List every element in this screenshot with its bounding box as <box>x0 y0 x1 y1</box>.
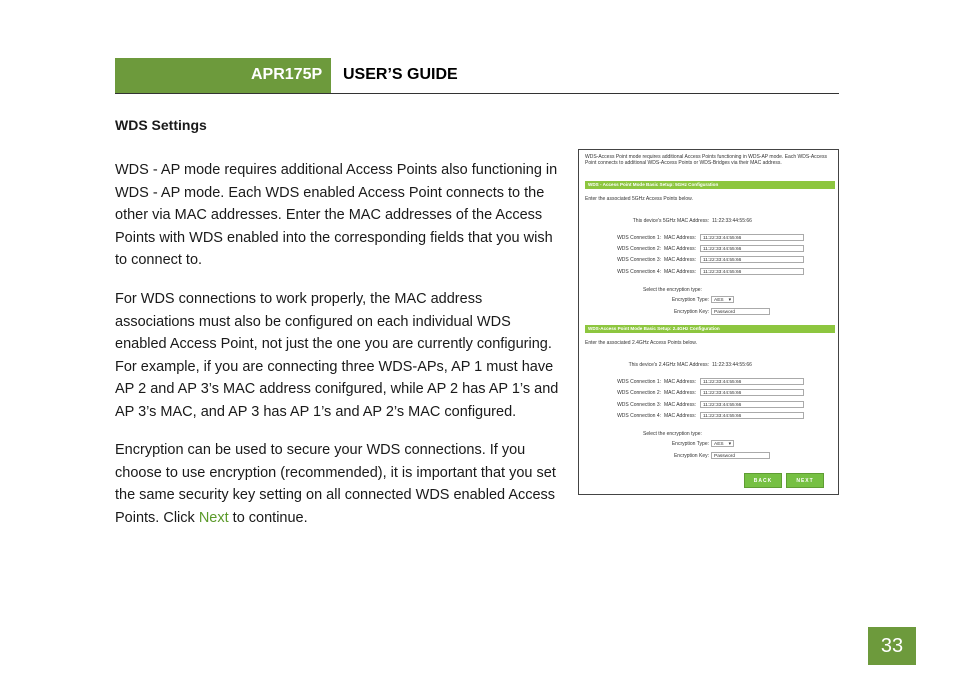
dropdown-arrow-icon: ▾ <box>728 298 731 303</box>
band24-conn3-label: WDS Connection 3: <box>617 402 661 408</box>
wds-settings-screenshot <box>578 149 839 495</box>
paragraph-encryption <box>115 439 565 529</box>
band24-enc-type-select[interactable] <box>711 440 734 447</box>
band5-device-mac-label: This device's 5GHz MAC Address: <box>632 218 709 224</box>
band5-conn2-mac-input[interactable]: 11:22:33:44:55:66 <box>700 245 804 252</box>
band24-enter-text: Enter the associated 2.4GHz Access Points below. <box>585 340 698 346</box>
paragraph-encryption-text: Encryption can be used to secure your WDS connections. If you choose to use encryption (recommended), it is important that you set the same security key setting on all connected WDS enabled Access Points. Click <box>115 442 556 526</box>
header-title: USER’S GUIDE <box>343 66 458 83</box>
band24-conn2-label: WDS Connection 2: <box>617 390 661 396</box>
band5-enc-type-label: Encryption Type: <box>671 297 709 303</box>
band24-conn1-mac-input[interactable]: 11:22:33:44:55:66 <box>700 378 804 385</box>
band5-conn3-mac-input[interactable]: 11:22:33:44:55:66 <box>700 256 804 263</box>
band24-conn2-mac-input[interactable]: 11:22:33:44:55:66 <box>700 389 804 396</box>
band5-conn2-mac-label: MAC Address: <box>664 246 696 252</box>
band5-conn1-mac-input[interactable]: 11:22:33:44:55:66 <box>700 234 804 241</box>
band24-conn1-mac-label: MAC Address: <box>664 379 696 385</box>
band5-conn3-label: WDS Connection 3: <box>617 257 661 263</box>
band24-conn4-mac-input[interactable]: 11:22:33:44:55:66 <box>700 412 804 419</box>
back-button[interactable]: BACK <box>744 473 782 488</box>
band5-conn2-label: WDS Connection 2: <box>617 246 661 252</box>
band24-device-mac-value: 11:22:33:44:55:66 <box>712 362 752 368</box>
paragraph-wds-ap-mode: WDS - AP mode requires additional Access Points also functioning in WDS - AP mode. Each WDS enabled Access Point connects to the other via MAC addresses. Enter the MAC addresses of the Access Points with WDS enabled into the corresponding fields that you wish to connect to. <box>115 162 558 268</box>
band5-device-mac-value: 11:22:33:44:55:66 <box>712 218 752 224</box>
band24-enc-type-label: Encryption Type: <box>671 441 709 447</box>
band5-select-encryption: Select the encryption type: <box>643 287 702 293</box>
band5-enc-type-value: AES <box>714 298 724 303</box>
paragraph-mac-associations: For WDS connections to work properly, the MAC address associations must also be configured on each individual WDS enabled Access Point, not just the one you are currently configuring. For example, if you are connecting three WDS-APs, AP 1 must have AP 2 and AP 3’s MAC address conifgured, while AP 2 has AP 1’s and AP 3’s MAC, and AP 3 has AP 1’s and AP 2’s MAC configured. <box>115 291 559 420</box>
band24-conn4-label: WDS Connection 4: <box>617 413 661 419</box>
dropdown-arrow-icon: ▾ <box>728 442 731 447</box>
band24-enc-type-value: AES <box>714 442 724 447</box>
band5-conn4-mac-label: MAC Address: <box>664 269 696 275</box>
band24-conn3-mac-input[interactable]: 11:22:33:44:55:66 <box>700 401 804 408</box>
band5-enc-key-input[interactable]: Password <box>711 308 770 315</box>
screenshot-intro: WDS-Access Point mode requires additional Access Points functioning in WDS-AP mode. Each WDS-Access Point connects to additional WDS-Access Points or WDS-Bridges via their MAC address. <box>585 154 827 166</box>
band5-conn3-mac-label: MAC Address: <box>664 257 696 263</box>
header-rule <box>115 93 839 94</box>
band24-conn3-mac-label: MAC Address: <box>664 402 696 408</box>
section-title: WDS Settings <box>115 117 207 133</box>
band5-enc-type-select[interactable] <box>711 296 734 303</box>
band24-conn4-mac-label: MAC Address: <box>664 413 696 419</box>
header-model: APR175P <box>251 66 323 83</box>
band24-enc-key-input[interactable]: Password <box>711 452 770 459</box>
band5-enc-key-label: Encryption Key: <box>673 309 709 315</box>
band5-enter-text: Enter the associated 5GHz Access Points below. <box>585 196 693 202</box>
page-number: 33 <box>868 627 916 665</box>
band5-conn1-label: WDS Connection 1: <box>617 235 661 241</box>
band24-conn1-label: WDS Connection 1: <box>617 379 661 385</box>
next-link-text: Next <box>198 509 229 526</box>
band24-device-mac-label: This device's 2.4GHz MAC Address: <box>628 362 709 368</box>
band24-conn2-mac-label: MAC Address: <box>664 390 696 396</box>
band5-conn1-mac-label: MAC Address: <box>664 235 696 241</box>
band24-header-bar <box>585 325 835 333</box>
band5-conn4-label: WDS Connection 4: <box>617 269 661 275</box>
band24-select-encryption: Select the encryption type: <box>643 431 702 437</box>
band24-header-text: WDS-Access Point Mode Basic Setup: 2.4GHz Configuration <box>588 326 720 331</box>
paragraph-encryption-end: to continue. <box>228 509 308 526</box>
band5-header-bar <box>585 181 835 189</box>
band5-header-text: WDS - Access Point Mode Basic Setup: 5GHz Configuration <box>588 182 719 187</box>
next-button[interactable]: NEXT <box>786 473 824 488</box>
band5-conn4-mac-input[interactable]: 11:22:33:44:55:66 <box>700 268 804 275</box>
band24-enc-key-label: Encryption Key: <box>673 453 709 459</box>
